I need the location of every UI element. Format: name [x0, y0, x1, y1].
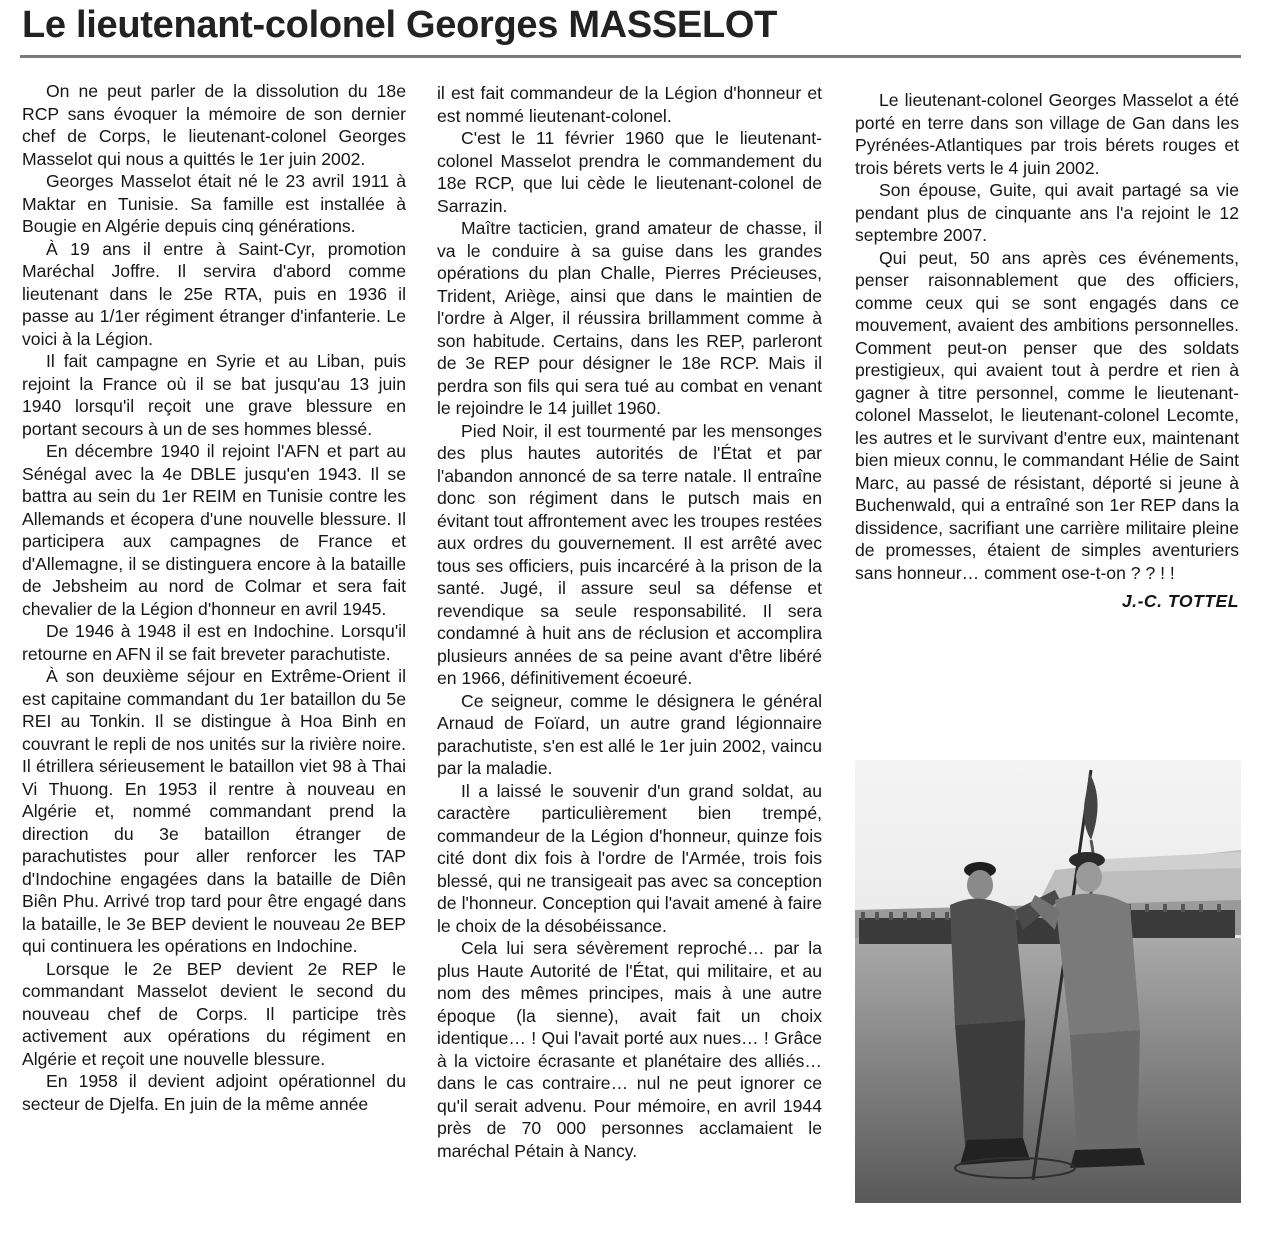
- paragraph: il est fait commandeur de la Légion d'honneur et est nommé lieutenant-colonel.: [437, 83, 822, 126]
- text-column-2: [437, 82, 822, 1162]
- paragraph: Georges Masselot était né le 23 avril 1911 à Maktar en Tunisie. Sa famille est installée à Bougie en Algérie depuis cinq générations.: [22, 171, 406, 236]
- paragraph: Il fait campagne en Syrie et au Liban, puis rejoint la France où il se bat jusqu'au 13 juin 1940 lorsqu'il reçoit une grave blessure en portant secours à un de ses hommes blessé.: [22, 351, 406, 439]
- text-column-1: [22, 80, 406, 1115]
- paragraph: Maître tacticien, grand amateur de chasse, il va le conduire à sa guise dans les grandes opérations du plan Challe, Pierres Précieuses, Trident, Ariège, ainsi que dans le maintien de l'ordre à Alger, il réussira brillamment comme à son habitude. Certains, dans les REP, parleront de 3e REP pour désigner le 18e RCP. Mais il perdra son fils qui sera tué au combat en venant le rejoindre le 14 juillet 1960.: [437, 218, 822, 418]
- paragraph: Lorsque le 2e BEP devient 2e REP le commandant Masselot devient le second du nouveau chef de Corps. Il participe très activement aux opérations du régiment en Algérie et reçoit une nouvelle blessure.: [22, 958, 406, 1069]
- paragraph: Il a laissé le souvenir d'un grand soldat, au caractère particulièrement bien trempé, commandeur de la Légion d'honneur, quinze fois cité dont dix fois à l'ordre de l'Armée, trois fois blessé, qui ne transigeait pas avec sa conception de l'honneur. Conception qui l'avait amené à faire le choix de la désobéissance.: [437, 780, 822, 936]
- text-column-3: [855, 89, 1239, 613]
- paragraph: À 19 ans il entre à Saint-Cyr, promotion Maréchal Joffre. Il servira d'abord comme lieutenant dans le 25e RTA, puis en 1936 il passe au 1/1er régiment étranger d'infanterie. Le voici à la Légion.: [22, 238, 406, 349]
- paragraph: C'est le 11 février 1960 que le lieutenant-colonel Masselot prendra le commandement du 18e RCP, que lui cède le lieutenant-colonel de Sarrazin.: [437, 128, 822, 216]
- paragraph: Pied Noir, il est tourmenté par les mensonges des plus hautes autorités de l'État et par l'abandon annoncé de sa terre natale. Il entraîne donc son régiment dans le putsch mais en évitant tout affrontement avec les troupes restées aux ordres du gouvernement. Il est arrêté avec tous ses officiers, puis incarcéré à la prison de la santé. Jugé, il assure seul sa défense et revendique sa seule responsabilité. Il sera condamné à huit ans de réclusion et accomplira plusieurs années de sa peine avant d'être libéré en 1966, définitivement écoeuré.: [437, 420, 823, 688]
- author-signature: J.-C. TOTTEL: [1121, 591, 1239, 611]
- paragraph: Cela lui sera sévèrement reproché… par la plus Haute Autorité de l'État, qui militaire, et au nom des mêmes principes, mais à une autre époque (la sienne), avait fait un choix identique… ! Qui l'avait porté aux nues… ! Grâce à la victoire écrasante et planétaire des alliés… dans le cas contraire… nul ne peut ignorer ce qu'il serait advenu. Pour mémoire, en avril 1944 près de 70 000 personnes acclamaient le maréchal Pétain à Nancy.: [437, 938, 822, 1161]
- article-title: Le lieutenant-colonel Georges MASSELOT: [22, 4, 778, 46]
- paragraph: En décembre 1940 il rejoint l'AFN et part au Sénégal avec la 4e DBLE jusqu'en 1943. Il se battra au sein du 1er REIM en Tunisie contre les Allemands et écopera d'une nouvelle blessure. Il participera aux campagnes de France et d'Allemagne, il se distinguera encore à la bataille de Jebsheim au nord de Colmar et sera fait chevalier de la Légion d'honneur en avril 1945.: [22, 441, 406, 619]
- paragraph: On ne peut parler de la dissolution du 18e RCP sans évoquer la mémoire de son dernier chef de Corps, le lieutenant-colonel Georges Masselot qui nous a quittés le 1er juin 2002.: [22, 81, 406, 169]
- paragraph: À son deuxième séjour en Extrême-Orient il est capitaine commandant du 1er bataillon du 5e REI au Tonkin. Il se distingue à Hoa Binh en couvrant le repli de nos unités sur la rivière noire. Il étrillera sérieusement le bataillon viet 98 à Thai Vi Thuong. En 1953 il rentre à nouveau en Algérie et, nommé commandant prend la direction du 3e bataillon étranger de parachutistes pour aller renforcer les TAP d'Indochine engagées dans la bataille de Diên Biên Phu. Arrivé trop tard pour être engagé dans la bataille, le 3e BEP devient le nouveau 2e BEP qui continuera les opérations en Indochine.: [22, 666, 406, 956]
- ceremony-photo: [855, 760, 1241, 1203]
- paragraph: Son épouse, Guite, qui avait partagé sa vie pendant plus de cinquante ans l'a rejoint le 12 septembre 2007.: [855, 180, 1239, 245]
- paragraph: Ce seigneur, comme le désignera le général Arnaud de Foïard, un autre grand légionnaire parachutiste, s'en est allé le 1er juin 2002, vaincu par la maladie.: [437, 690, 822, 778]
- paragraph: Qui peut, 50 ans après ces événements, penser raisonnablement que des officiers, comme ceux qui se sont engagés dans ce mouvement, avaient des ambitions personnelles. Comment peut-on penser que des soldats prestigieux, qui avaient tout à perdre et rien à gagner à titre personnel, comme le lieutenant-colonel Masselot, le lieutenant-colonel Lecomte, les autres et le survivant d'entre eux, maintenant bien mieux connu, le commandant Hélie de Saint Marc, au passé de résistant, déporté si jeune à Buchenwald, qui a entraîné son 1er REP dans la dissidence, sacrifiant une carrière militaire pleine de promesses, étaient de simples aventuriers sans honneur… comment ose-t-on ? ? ! !: [855, 247, 1239, 583]
- paragraph: Le lieutenant-colonel Georges Masselot a été porté en terre dans son village de Gan dans les Pyrénées-Atlantiques par trois bérets rouges et trois bérets verts le 4 juin 2002.: [855, 90, 1239, 178]
- title-rule: [20, 55, 1241, 58]
- paragraph: De 1946 à 1948 il est en Indochine. Lorsqu'il retourne en AFN il se fait breveter parachutiste.: [22, 621, 406, 664]
- flag-handover-photo-image: [855, 760, 1241, 1203]
- paragraph: En 1958 il devient adjoint opérationnel du secteur de Djelfa. En juin de la même année: [22, 1071, 406, 1114]
